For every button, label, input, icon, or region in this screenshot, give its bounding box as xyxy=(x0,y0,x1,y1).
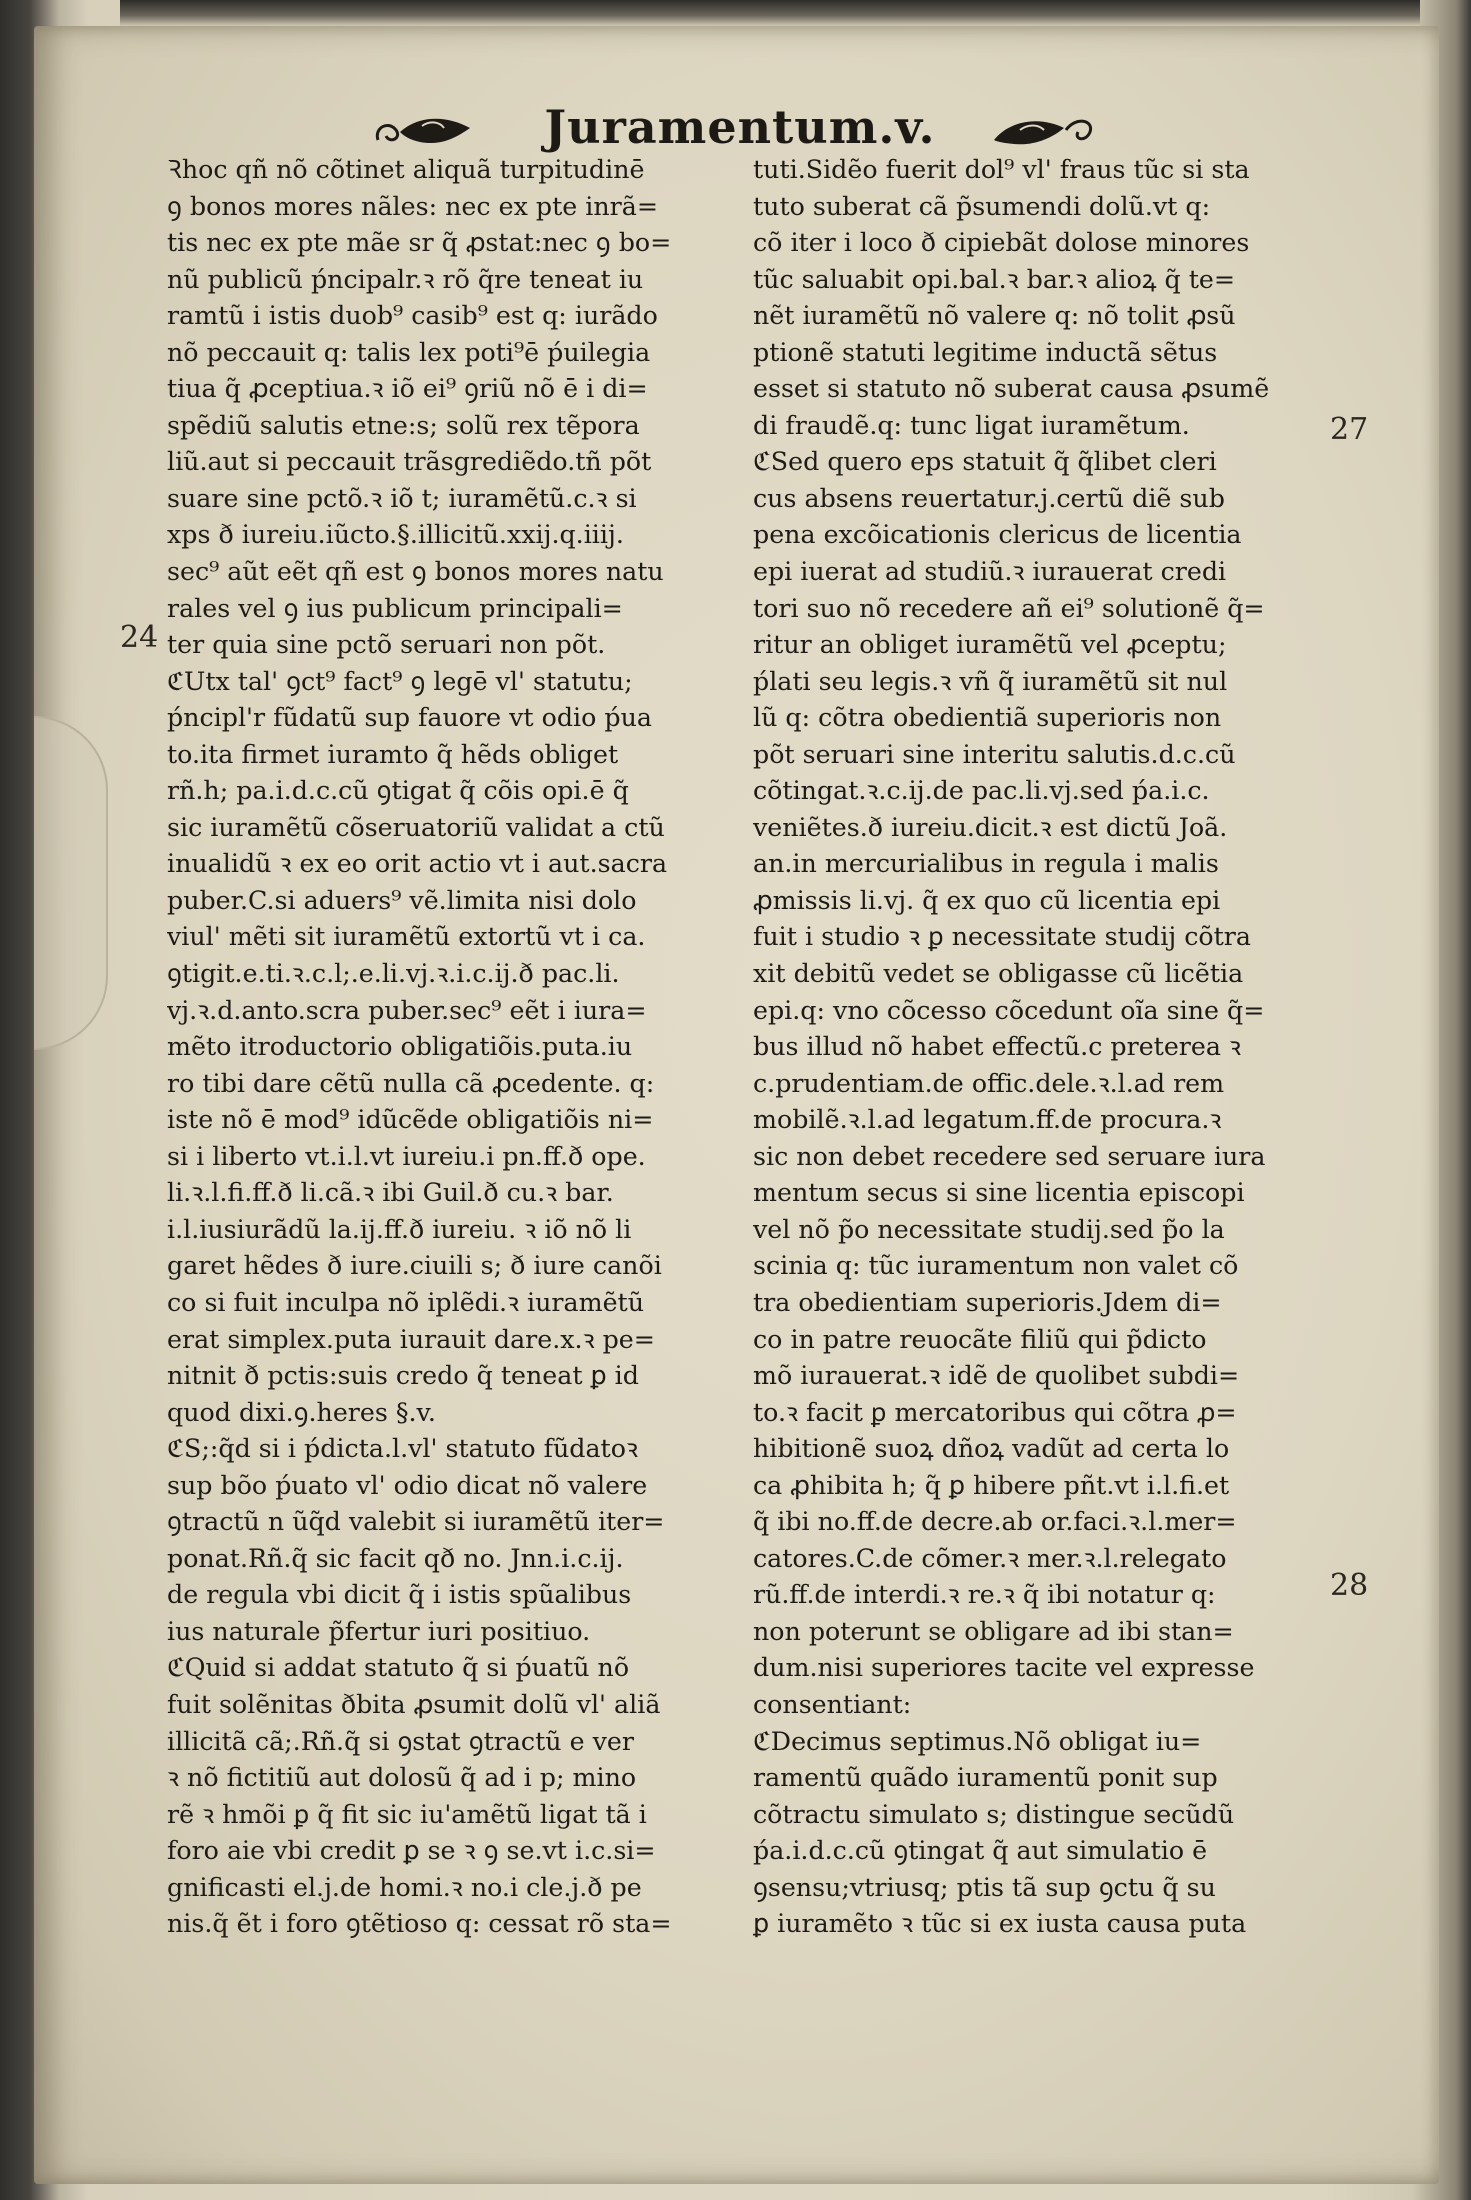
text-line: mẽto itroductorio obligatiõis.puta.iu xyxy=(167,1032,633,1062)
text-line: epi.q: vno cõcesso cõcedunt oĩa sine q̃= xyxy=(753,995,1265,1025)
text-line: rales vel ꝯ ius publicum principali= xyxy=(167,593,623,623)
text-line: mõ iurauerat.ꝛ idẽ de quolibet subdi= xyxy=(753,1361,1240,1391)
text-line: ca ꝓhibita h; q̃ ꝑ hibere pñt.vt i.l.fi.et xyxy=(753,1470,1230,1500)
text-line: ptionẽ statuti legitime inductã sẽtus xyxy=(753,337,1218,367)
text-line: nitnit ð pctis:suis credo q̃ teneat ꝑ id xyxy=(167,1361,639,1391)
text-line: tis nec ex pte mãe sr q̃ ꝓstat:nec ꝯ bo= xyxy=(167,228,672,258)
text-line: scinia q: tũc iuramentum non valet cõ xyxy=(753,1251,1239,1281)
text-line: rñ.h; pa.i.d.c.cũ ꝯtigat q̃ cõis opi.ē q̃ xyxy=(167,776,629,806)
text-line: spẽdiũ salutis etne:s; solũ rex tẽpora xyxy=(167,410,640,440)
text-line: mentum secus si sine licentia episcopi xyxy=(753,1178,1245,1208)
text-line: sic iuramẽtũ cõseruatoriũ validat a ctũ xyxy=(167,812,665,842)
text-line: vj.ꝛ.d.anto.scra puber.sec⁹ eẽt i iura= xyxy=(167,995,647,1025)
text-line: cõtractu simulato s; distingue secũdũ xyxy=(753,1799,1235,1829)
text-line: to.ita firmet iuramto q̃ hẽds obliget xyxy=(167,739,619,769)
text-line: mobilẽ.ꝛ.l.ad legatum.ff.de procura.ꝛ xyxy=(753,1105,1222,1135)
margin-number-27: 27 xyxy=(1330,412,1369,447)
text-line: garet hẽdes ð iure.ciuili s; ð iure canõi xyxy=(167,1251,662,1281)
text-line: veniẽtes.ð iureiu.dicit.ꝛ est dictũ Joã. xyxy=(753,812,1228,842)
text-line: fuit solẽnitas ðbita ꝓsumit dolũ vl' aliã xyxy=(167,1689,661,1719)
text-line: ro tibi dare cẽtũ nulla cã ꝓcedente. q: xyxy=(167,1068,655,1098)
text-line: erat simplex.puta iurauit dare.x.ꝛ pe= xyxy=(167,1324,655,1354)
text-line: ius naturale p̃fertur iuri positiuo. xyxy=(167,1616,591,1646)
text-line: sup bõo ṕuato vl' odio dicat nõ valere xyxy=(167,1470,648,1500)
right-flourish-ornament xyxy=(990,106,1100,156)
text-line: ℭUtx tal' ꝯct⁹ fact⁹ ꝯ legē vl' statutu; xyxy=(167,666,633,696)
margin-number-28: 28 xyxy=(1330,1568,1369,1603)
text-line: epi iuerat ad studiũ.ꝛ iurauerat credi xyxy=(753,557,1227,587)
header-title: Juramentum.v. xyxy=(544,100,936,154)
text-line: nũ publicũ ṕncipalr.ꝛ rõ q̃re teneat iu xyxy=(167,264,644,294)
text-line: iste nõ ē mod⁹ idũcẽde obligatiõis ni= xyxy=(167,1105,654,1135)
text-line: ramtũ i istis duob⁹ casib⁹ est q: iurãdo xyxy=(167,301,658,331)
text-line: bus illud nõ habet effectũ.c preterea ꝛ xyxy=(753,1032,1241,1062)
text-line: de regula vbi dicit q̃ i istis spũalibus xyxy=(167,1580,632,1610)
text-line: dum.nisi superiores tacite vel expresse xyxy=(753,1653,1255,1683)
text-line: co si fuit inculpa nõ iplẽdi.ꝛ iuramẽtũ xyxy=(167,1287,644,1317)
text-line: illicitã cã;.Rñ.q̃ si ꝯstat ꝯtractũ e ver xyxy=(167,1726,634,1756)
text-line: ꝯ bonos mores nãles: nec ex pte inrã= xyxy=(167,191,659,221)
text-line: cõ iter i loco ð cipiebãt dolose minores xyxy=(753,228,1250,258)
text-line: xit debitũ vedet se obligasse cũ licẽtia xyxy=(753,959,1244,989)
text-line: cus absens reuertatur.j.certũ diẽ sub xyxy=(753,483,1225,513)
text-line: nõ peccauit q: talis lex poti⁹ē ṕuilegia xyxy=(167,337,651,367)
text-line: nis.q̃ ẽt i foro ꝯtẽtioso q: cessat rõ sta= xyxy=(167,1909,672,1939)
text-line: ter quia sine pctõ seruari non põt. xyxy=(167,630,606,660)
left-flourish-ornament xyxy=(370,106,480,156)
text-line: inualidũ ꝛ ex eo orit actio vt i aut.sacra xyxy=(167,849,668,879)
text-line: viul' mẽti sit iuramẽtũ extortũ vt i ca. xyxy=(167,922,646,952)
text-line: ponat.Rñ.q̃ sic facit qð no. Jnn.i.c.ij. xyxy=(167,1543,624,1573)
text-line: tiua q̃ ꝓceptiua.ꝛ iõ ei⁹ ꝯriũ nõ ē i di= xyxy=(167,374,648,404)
text-line: ꝛ nõ fictitiũ aut dolosũ q̃ ad i p; mino xyxy=(167,1763,637,1793)
text-line: ꝯtigit.e.ti.ꝛ.c.l;.e.li.vj.ꝛ.i.c.ij.ð pac.li. xyxy=(167,959,620,989)
text-line: ramentũ quãdo iuramentũ ponit sup xyxy=(753,1763,1218,1793)
text-line: c.prudentiam.de offic.dele.ꝛ.l.ad rem xyxy=(753,1068,1225,1098)
left-text-column xyxy=(167,152,737,1943)
text-line: ℭSed quero eps statuit q̃ q̃libet cleri xyxy=(753,447,1217,477)
text-line: ṕncipl'r fũdatũ sup fauore vt odio ṕua xyxy=(167,703,652,733)
text-line: xps ð iureiu.iũcto.§.illicitũ.xxij.q.iiij. xyxy=(167,520,624,550)
text-line: ꝯsensu;vtriusq; ptis tã sup ꝯctu q̃ su xyxy=(753,1872,1216,1902)
text-line: põt seruari sine interitu salutis.d.c.cũ xyxy=(753,739,1236,769)
text-line: pena excõicationis clericus de licentia xyxy=(753,520,1242,550)
text-line: cõtingat.ꝛ.c.ij.de pac.li.vj.sed ṕa.i.c. xyxy=(753,776,1210,806)
text-line: non poterunt se obligare ad ibi stan= xyxy=(753,1616,1234,1646)
text-line: i.l.iusiurãdũ la.ij.ff.ð iureiu. ꝛ iõ nõ li xyxy=(167,1214,632,1244)
text-line: suare sine pctõ.ꝛ iõ t; iuramẽtũ.c.ꝛ si xyxy=(167,483,637,513)
text-line: rũ.ff.de interdi.ꝛ re.ꝛ q̃ ibi notatur q: xyxy=(753,1580,1216,1610)
text-line: tuti.Sidẽo fuerit dol⁹ vl' fraus tũc si sta xyxy=(753,155,1250,184)
text-line: co in patre reuocãte filiũ qui p̃dicto xyxy=(753,1324,1207,1354)
text-line: tori suo nõ recedere añ ei⁹ solutionẽ q̃= xyxy=(753,593,1265,623)
text-line: rẽ ꝛ hmõi ꝑ q̃ fit sic iu'amẽtũ ligat tã i xyxy=(167,1799,647,1829)
page-tab-outline xyxy=(34,716,108,1050)
text-line: quod dixi.ꝯ.heres §.v. xyxy=(167,1397,436,1427)
text-line: puber.C.si aduers⁹ vẽ.limita nisi dolo xyxy=(167,885,637,915)
text-line: gnificasti el.j.de homi.ꝛ no.i cle.j.ð pe xyxy=(167,1872,642,1902)
text-line: ℭDecimus septimus.Nõ obligat iu= xyxy=(753,1726,1202,1756)
text-line: tuto suberat cã p̃sumendi dolũ.vt q: xyxy=(753,191,1211,221)
text-line: ritur an obliget iuramẽtũ vel ꝓceptu; xyxy=(753,630,1227,660)
text-line: nẽt iuramẽtũ nõ valere q: nõ tolit ꝓsũ xyxy=(753,301,1236,331)
text-line: sic non debet recedere sed seruare iura xyxy=(753,1141,1266,1171)
text-line: consentiant: xyxy=(753,1689,912,1719)
text-line: si i liberto vt.i.l.vt iureiu.i pn.ff.ð ope. xyxy=(167,1141,646,1171)
text-line: tũc saluabit opi.bal.ꝛ bar.ꝛ alioꝝ q̃ te= xyxy=(753,264,1236,294)
text-line: vel nõ p̃o necessitate studij.sed p̃o la xyxy=(753,1214,1225,1244)
text-line: esset si statuto nõ suberat causa ꝓsumẽ xyxy=(753,374,1270,404)
text-line: ꝓmissis li.vj. q̃ ex quo cũ licentia epi xyxy=(753,885,1221,915)
text-line: ℭS;:q̃d si i ṕdicta.l.vl' statuto fũdatoꝛ xyxy=(167,1434,638,1464)
text-line: liũ.aut si peccauit trãsgrediẽdo.tñ põt xyxy=(167,447,652,477)
margin-number-24: 24 xyxy=(120,620,159,655)
text-line: hibitionẽ suoꝝ dñoꝝ vadũt ad certa lo xyxy=(753,1434,1230,1464)
right-text-column xyxy=(753,152,1323,1943)
text-line: tra obedientiam superioris.Jdem di= xyxy=(753,1287,1222,1317)
text-line: lũ q: cõtra obedientiã superioris non xyxy=(753,703,1222,733)
text-line: li.ꝛ.l.fi.ff.ð li.cã.ꝛ ibi Guil.ð cu.ꝛ bar. xyxy=(167,1178,614,1208)
text-line: to.ꝛ facit ꝑ mercatoribus qui cõtra ꝓ= xyxy=(753,1397,1237,1427)
text-line: di fraudẽ.q: tunc ligat iuramẽtum. xyxy=(753,410,1190,440)
text-line: Ꝛhoc qñ nõ cõtinet aliquã turpitudinē xyxy=(167,155,645,184)
text-line: ṕlati seu legis.ꝛ vñ q̃ iuramẽtũ sit nul xyxy=(753,666,1228,696)
text-line: ꝯtractũ n ũq̃d valebit si iuramẽtũ iter= xyxy=(167,1507,665,1537)
text-line: foro aie vbi credit ꝑ se ꝛ ꝯ se.vt i.c.si= xyxy=(167,1836,656,1866)
text-line: ꝑ iuramẽto ꝛ tũc si ex iusta causa puta xyxy=(753,1909,1247,1939)
running-header xyxy=(440,100,1040,160)
page-stack-edge xyxy=(120,0,1420,26)
text-line: catores.C.de cõmer.ꝛ mer.ꝛ.l.relegato xyxy=(753,1543,1227,1573)
text-line: an.in mercurialibus in regula i malis xyxy=(753,849,1219,879)
text-line: ṕa.i.d.c.cũ ꝯtingat q̃ aut simulatio ē xyxy=(753,1836,1208,1866)
text-line: q̃ ibi no.ff.de decre.ab or.faci.ꝛ.l.mer= xyxy=(753,1507,1237,1537)
text-line: fuit i studio ꝛ ꝑ necessitate studij cõtra xyxy=(753,922,1251,952)
text-line: ℭQuid si addat statuto q̃ si ṕuatũ nõ xyxy=(167,1653,630,1683)
text-line: sec⁹ aũt eẽt qñ est ꝯ bonos mores natu xyxy=(167,557,664,587)
